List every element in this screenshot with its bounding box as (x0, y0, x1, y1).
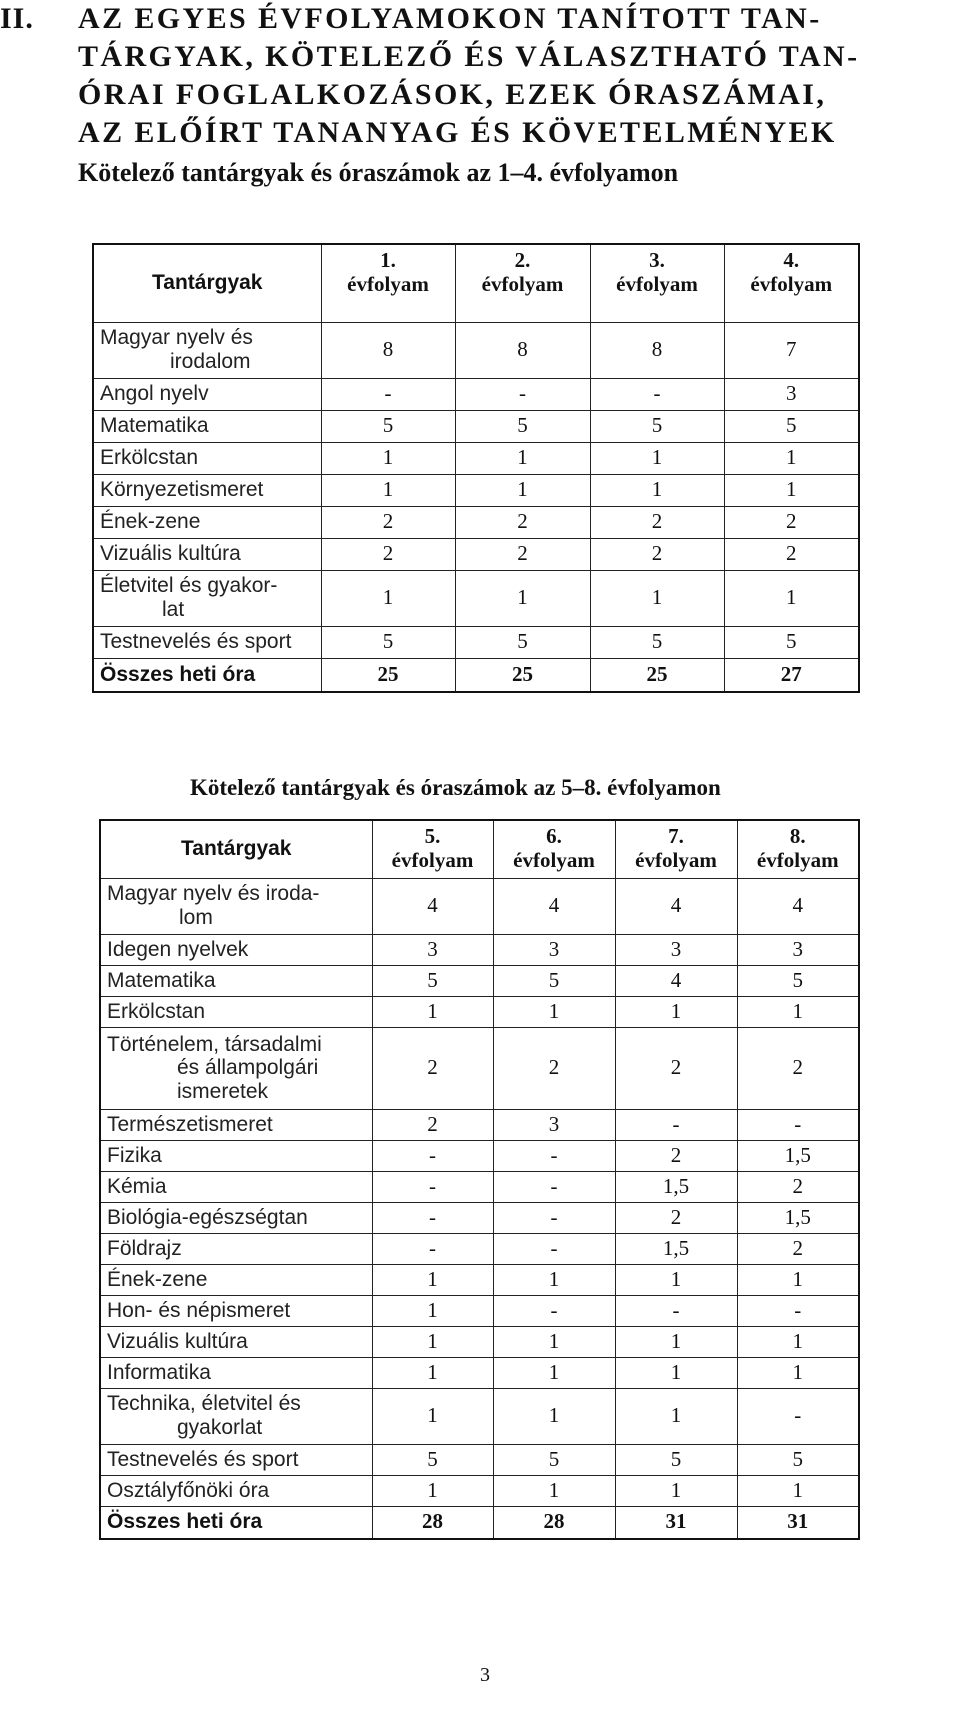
subject-cell: Történelem, társadalmi és állampolgári ismeretek (100, 1027, 372, 1109)
subject-cell: Természetismeret (100, 1109, 372, 1140)
value-cell: 5 (321, 626, 455, 658)
value-cell: - (455, 378, 590, 410)
table-row (100, 1171, 859, 1202)
subject-cell: Vizuális kultúra (93, 538, 321, 570)
value-cell: 5 (372, 1444, 493, 1475)
value-cell: 5 (737, 965, 859, 996)
value-cell: 1 (737, 996, 859, 1027)
value-cell: 3 (724, 378, 859, 410)
value-cell: 5 (590, 410, 724, 442)
subject-cell: Angol nyelv (93, 378, 321, 410)
value-cell: 1,5 (737, 1140, 859, 1171)
value-cell: - (493, 1233, 615, 1264)
table-row (100, 1109, 859, 1140)
table-row (93, 626, 859, 658)
subject-cell: Életvitel és gyakor- lat (93, 570, 321, 626)
value-cell: - (615, 1109, 737, 1140)
value-cell: 3 (737, 934, 859, 965)
header-grade: 5. évfolyam (372, 820, 493, 878)
header-grade: 2. évfolyam (455, 244, 590, 322)
table-grades-5-8 (99, 819, 860, 1540)
table-row (93, 410, 859, 442)
table-row (100, 934, 859, 965)
value-cell: 5 (321, 410, 455, 442)
header-grade: 6. évfolyam (493, 820, 615, 878)
subject-cell: Ének-zene (93, 506, 321, 538)
subject-cell: Kémia (100, 1171, 372, 1202)
value-cell: 1 (372, 1388, 493, 1444)
value-cell: 1 (615, 1475, 737, 1506)
value-cell: 1 (372, 1264, 493, 1295)
table-row (100, 1475, 859, 1506)
value-cell: 2 (724, 506, 859, 538)
subject-cell: Biológia-egészségtan (100, 1202, 372, 1233)
value-cell: 1 (455, 570, 590, 626)
value-cell: 1 (737, 1475, 859, 1506)
value-cell: 5 (372, 965, 493, 996)
value-cell: 8 (321, 322, 455, 378)
table-row (93, 506, 859, 538)
subject-cell: Testnevelés és sport (93, 626, 321, 658)
value-cell: 1 (372, 1326, 493, 1357)
value-cell: 5 (493, 965, 615, 996)
table-row (93, 378, 859, 410)
value-cell: 1 (737, 1326, 859, 1357)
value-cell: - (590, 378, 724, 410)
value-cell: 1,5 (737, 1202, 859, 1233)
value-cell: 1 (590, 442, 724, 474)
value-cell: - (493, 1171, 615, 1202)
value-cell: 2 (737, 1027, 859, 1109)
subject-cell: Technika, életvitel és gyakorlat (100, 1388, 372, 1444)
value-cell: - (372, 1233, 493, 1264)
value-cell: - (372, 1202, 493, 1233)
value-cell: 1,5 (615, 1233, 737, 1264)
value-cell: 8 (590, 322, 724, 378)
value-cell: 1 (590, 474, 724, 506)
table-row (100, 1264, 859, 1295)
total-row (93, 658, 859, 692)
value-cell: 1 (372, 996, 493, 1027)
table-grades-1-4 (92, 243, 860, 693)
value-cell: - (615, 1295, 737, 1326)
value-cell: 5 (455, 410, 590, 442)
section-number: II. (0, 2, 34, 35)
value-cell: 4 (493, 878, 615, 934)
value-cell: 1 (493, 1388, 615, 1444)
value-cell: 1 (615, 1357, 737, 1388)
value-cell: 5 (737, 1444, 859, 1475)
subject-cell: Magyar nyelv és iroda- lom (100, 878, 372, 934)
value-cell: 2 (372, 1109, 493, 1140)
value-cell: - (737, 1109, 859, 1140)
value-cell: 4 (372, 878, 493, 934)
value-cell: 1 (615, 1388, 737, 1444)
table-row (100, 965, 859, 996)
value-cell: 4 (615, 878, 737, 934)
value-cell: - (372, 1140, 493, 1171)
subject-cell: Matematika (100, 965, 372, 996)
value-cell: 8 (455, 322, 590, 378)
value-cell: 7 (724, 322, 859, 378)
header-subject: Tantárgyak (100, 820, 372, 878)
value-cell: 1 (321, 442, 455, 474)
table-row (93, 322, 859, 378)
value-cell: 1 (493, 1475, 615, 1506)
total-value: 25 (455, 658, 590, 692)
value-cell: - (737, 1388, 859, 1444)
value-cell: 2 (724, 538, 859, 570)
table-row (93, 570, 859, 626)
total-value: 28 (493, 1506, 615, 1539)
subject-cell: Testnevelés és sport (100, 1444, 372, 1475)
value-cell: 1 (590, 570, 724, 626)
table-row (100, 1202, 859, 1233)
heading-line: AZ ELŐÍRT TANANYAG ÉS KÖVETELMÉNYEK (78, 116, 837, 149)
value-cell: 5 (590, 626, 724, 658)
subject-cell: Matematika (93, 410, 321, 442)
value-cell: 1 (615, 996, 737, 1027)
table-row (93, 442, 859, 474)
table-row (100, 878, 859, 934)
value-cell: 1 (724, 442, 859, 474)
table-row (100, 996, 859, 1027)
value-cell: 1 (615, 1326, 737, 1357)
value-cell: 5 (493, 1444, 615, 1475)
value-cell: 3 (493, 934, 615, 965)
table-row (100, 1233, 859, 1264)
value-cell: 1 (615, 1264, 737, 1295)
table-row (100, 1140, 859, 1171)
value-cell: 5 (615, 1444, 737, 1475)
value-cell: 1 (455, 474, 590, 506)
value-cell: 2 (737, 1171, 859, 1202)
value-cell: 2 (493, 1027, 615, 1109)
value-cell: 1,5 (615, 1171, 737, 1202)
page-number: 3 (480, 1664, 490, 1686)
value-cell: 2 (737, 1233, 859, 1264)
header-grade: 4. évfolyam (724, 244, 859, 322)
total-value: 25 (590, 658, 724, 692)
value-cell: 1 (372, 1357, 493, 1388)
header-subject: Tantárgyak (93, 244, 321, 322)
header-grade: 8. évfolyam (737, 820, 859, 878)
table-row (93, 538, 859, 570)
subject-cell: Osztályfőnöki óra (100, 1475, 372, 1506)
table-row (100, 1388, 859, 1444)
total-label: Összes heti óra (100, 1506, 372, 1539)
table-row (100, 1027, 859, 1109)
value-cell: 1 (493, 1264, 615, 1295)
subtitle-grades-5-8: Kötelező tantárgyak és óraszámok az 5–8. évfolyamon (190, 775, 721, 800)
header-grade: 3. évfolyam (590, 244, 724, 322)
header-grade: 1. évfolyam (321, 244, 455, 322)
value-cell: 1 (455, 442, 590, 474)
subject-cell: Környezetismeret (93, 474, 321, 506)
value-cell: 1 (372, 1475, 493, 1506)
table-row (100, 1444, 859, 1475)
value-cell: 1 (372, 1295, 493, 1326)
value-cell: 3 (493, 1109, 615, 1140)
value-cell: 5 (455, 626, 590, 658)
value-cell: 1 (321, 570, 455, 626)
value-cell: 2 (590, 538, 724, 570)
total-row (100, 1506, 859, 1539)
value-cell: 2 (321, 506, 455, 538)
value-cell: 2 (455, 506, 590, 538)
value-cell: - (493, 1140, 615, 1171)
subject-cell: Ének-zene (100, 1264, 372, 1295)
value-cell: 1 (737, 1264, 859, 1295)
value-cell: - (737, 1295, 859, 1326)
total-value: 28 (372, 1506, 493, 1539)
total-value: 25 (321, 658, 455, 692)
value-cell: 3 (372, 934, 493, 965)
subject-cell: Informatika (100, 1357, 372, 1388)
value-cell: 2 (615, 1202, 737, 1233)
value-cell: 1 (737, 1357, 859, 1388)
subject-cell: Idegen nyelvek (100, 934, 372, 965)
subject-cell: Erkölcstan (100, 996, 372, 1027)
value-cell: 1 (321, 474, 455, 506)
table-row (100, 1326, 859, 1357)
value-cell: 4 (615, 965, 737, 996)
value-cell: 2 (615, 1027, 737, 1109)
subject-cell: Erkölcstan (93, 442, 321, 474)
subject-cell: Fizika (100, 1140, 372, 1171)
value-cell: 5 (724, 410, 859, 442)
value-cell: 1 (724, 570, 859, 626)
value-cell: 5 (724, 626, 859, 658)
value-cell: 3 (615, 934, 737, 965)
heading-line: AZ EGYES ÉVFOLYAMOKON TANÍTOTT TAN- (78, 2, 822, 35)
heading-line: ÓRAI FOGLALKOZÁSOK, EZEK ÓRASZÁMAI, (78, 78, 827, 111)
total-value: 31 (615, 1506, 737, 1539)
total-label: Összes heti óra (93, 658, 321, 692)
value-cell: 2 (590, 506, 724, 538)
header-grade: 7. évfolyam (615, 820, 737, 878)
total-value: 27 (724, 658, 859, 692)
value-cell: - (493, 1202, 615, 1233)
subtitle-grades-1-4: Kötelező tantárgyak és óraszámok az 1–4. évfolyamon (78, 158, 679, 187)
subject-cell: Hon- és népismeret (100, 1295, 372, 1326)
value-cell: - (372, 1171, 493, 1202)
value-cell: 2 (372, 1027, 493, 1109)
value-cell: 1 (493, 1326, 615, 1357)
total-value: 31 (737, 1506, 859, 1539)
heading-line: TÁRGYAK, KÖTELEZŐ ÉS VÁLASZTHATÓ TAN- (78, 40, 860, 73)
value-cell: 1 (493, 1357, 615, 1388)
table-row (100, 1295, 859, 1326)
value-cell: 1 (724, 474, 859, 506)
table-row (100, 1357, 859, 1388)
value-cell: 1 (493, 996, 615, 1027)
table-row (93, 474, 859, 506)
value-cell: 2 (455, 538, 590, 570)
value-cell: 2 (321, 538, 455, 570)
value-cell: - (321, 378, 455, 410)
value-cell: - (493, 1295, 615, 1326)
subject-cell: Magyar nyelv és irodalom (93, 322, 321, 378)
subject-cell: Földrajz (100, 1233, 372, 1264)
value-cell: 4 (737, 878, 859, 934)
subject-cell: Vizuális kultúra (100, 1326, 372, 1357)
value-cell: 2 (615, 1140, 737, 1171)
